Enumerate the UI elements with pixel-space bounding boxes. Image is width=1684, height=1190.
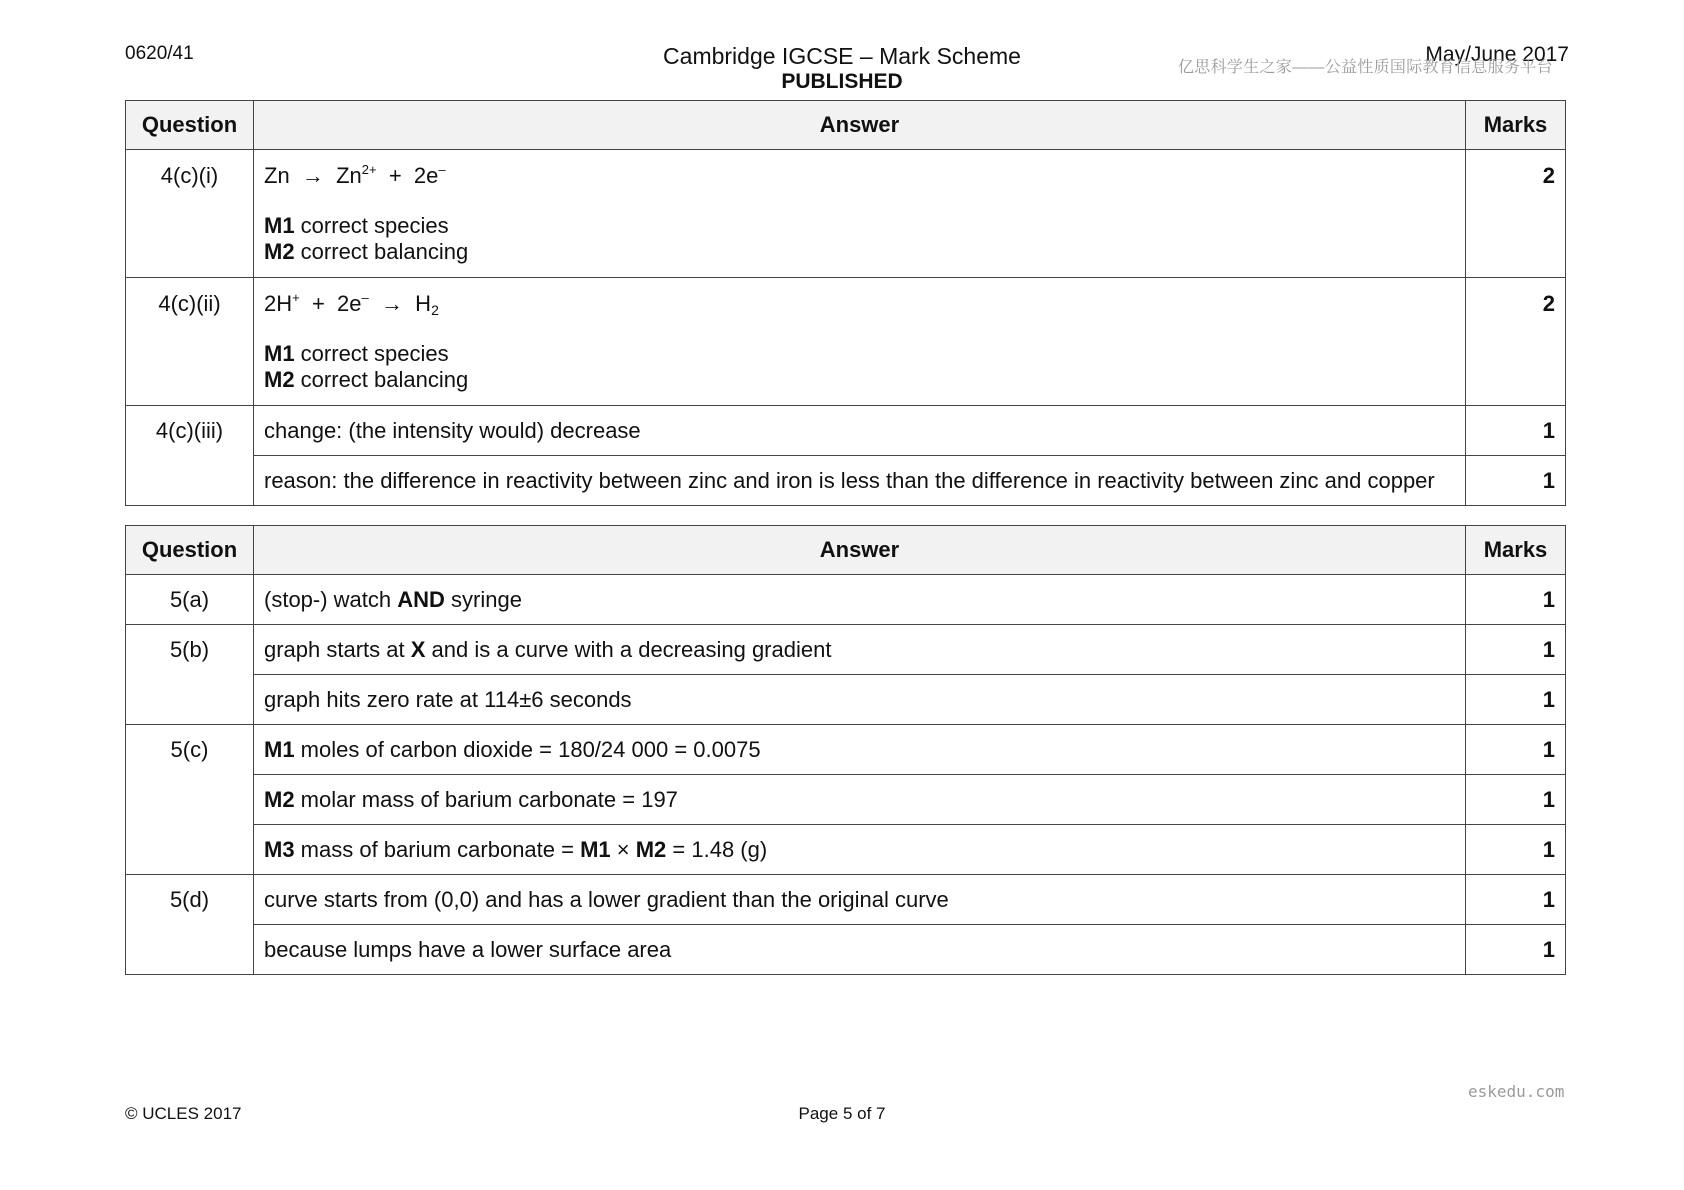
mark-scheme-table-q4 [125, 100, 1566, 506]
half-equation: $2H^+ + 2e^- \to H_2$ [264, 290, 439, 318]
marks-value: 2 [1466, 150, 1566, 278]
exam-session: May/June 2017 [1425, 43, 1569, 66]
marks-value: 2 [1466, 278, 1566, 406]
mark-scheme-table-q5 [125, 525, 1566, 975]
table-header-row [126, 526, 1566, 575]
copyright: © UCLES 2017 [125, 1104, 242, 1123]
answer-cell: M3 mass of barium carbonate = M1 × M2 = 1.48 (g) [254, 825, 1466, 875]
table-row [126, 825, 1566, 875]
question-number: 5(c) [126, 725, 254, 875]
answer-cell: graph starts at X and is a curve with a decreasing gradient [254, 625, 1466, 675]
marks-value: 1 [1466, 406, 1566, 456]
question-number: 4(c)(i) [126, 150, 254, 278]
question-header: Question [126, 101, 254, 150]
table-row [126, 875, 1566, 925]
answer-cell: because lumps have a lower surface area [254, 925, 1466, 975]
marks-value: 1 [1466, 775, 1566, 825]
question-number: 5(d) [126, 875, 254, 975]
marking-point: M1 correct species [264, 341, 449, 366]
marks-value: 1 [1466, 725, 1566, 775]
marking-point: M1 correct species [264, 213, 449, 238]
answer-header: Answer [254, 526, 1466, 575]
page-header-title [642, 43, 1042, 95]
answer-header: Answer [254, 101, 1466, 150]
marks-header: Marks [1466, 101, 1566, 150]
marking-point: M2 correct balancing [264, 239, 469, 264]
table-row [126, 456, 1566, 506]
table-row [126, 925, 1566, 975]
table-row [126, 150, 1566, 278]
marks-value: 1 [1466, 625, 1566, 675]
published-label: PUBLISHED [781, 70, 903, 93]
question-number: 4(c)(ii) [126, 278, 254, 406]
marks-value: 1 [1466, 456, 1566, 506]
marking-point: M2 correct balancing [264, 367, 469, 392]
answer-cell: graph hits zero rate at 114±6 seconds [254, 675, 1466, 725]
marks-value: 1 [1466, 875, 1566, 925]
document-title: Cambridge IGCSE – Mark Scheme [663, 43, 1021, 69]
answer-cell: reason: the difference in reactivity between zinc and iron is less than the difference in reactivity between zinc and copper [254, 456, 1466, 506]
table-row [126, 625, 1566, 675]
answer-cell: change: (the intensity would) decrease [254, 406, 1466, 456]
site-watermark: eskedu.com [1468, 1082, 1565, 1101]
watermark-text: 亿思科学生之家——公益性质国际教育信息服务平台 [1178, 59, 1553, 76]
paper-code: 0620/41 [125, 43, 194, 64]
marks-value: 1 [1466, 925, 1566, 975]
table-row [126, 278, 1566, 406]
answer-cell [254, 278, 1466, 406]
page-number: Page 5 of 7 [798, 1104, 886, 1123]
table-header-row [126, 101, 1566, 150]
marks-value: 1 [1466, 825, 1566, 875]
answer-cell: curve starts from (0,0) and has a lower gradient than the original curve [254, 875, 1466, 925]
marks-value: 1 [1466, 675, 1566, 725]
answer-cell: (stop-) watch AND syringe [254, 575, 1466, 625]
half-equation: $Zn \to Zn^{2+} + 2e^-$ [264, 162, 446, 188]
answer-cell [254, 150, 1466, 278]
marks-value: 1 [1466, 575, 1566, 625]
table-row [126, 575, 1566, 625]
table-row [126, 675, 1566, 725]
answer-cell: M1 moles of carbon dioxide = 180/24 000 = 0.0075 [254, 725, 1466, 775]
question-number: 4(c)(iii) [126, 406, 254, 506]
question-number: 5(b) [126, 625, 254, 725]
table-row [126, 775, 1566, 825]
table-row [126, 406, 1566, 456]
question-header: Question [126, 526, 254, 575]
answer-cell: M2 molar mass of barium carbonate = 197 [254, 775, 1466, 825]
question-number: 5(a) [126, 575, 254, 625]
marks-header: Marks [1466, 526, 1566, 575]
table-row [126, 725, 1566, 775]
